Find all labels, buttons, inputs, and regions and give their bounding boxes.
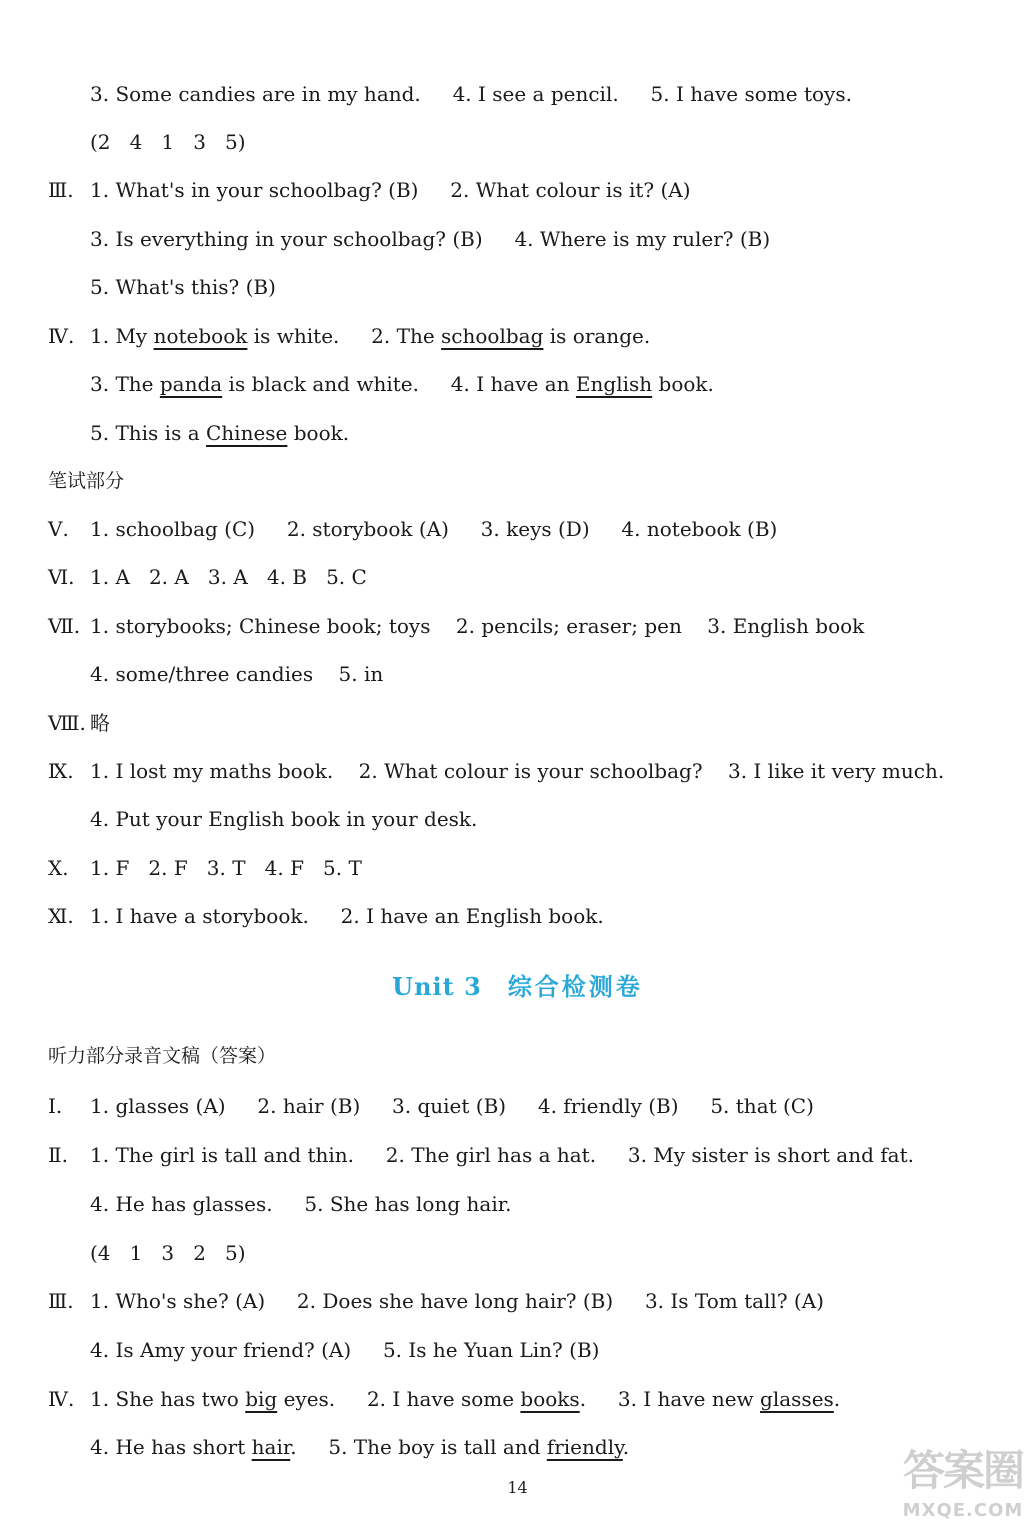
answer-line	[48, 516, 777, 542]
answer-line	[48, 323, 650, 349]
question-number: Ⅱ.	[48, 1143, 68, 1167]
answer-text: (2 4 1 3 5)	[90, 130, 246, 154]
answer-text: is white. 2. The	[247, 324, 442, 348]
underlined-answer: notebook	[153, 324, 248, 348]
answer-text: 1. glasses (A) 2. hair (B) 3. quiet (B) 4. friendly (B) 5. that (C)	[90, 1094, 814, 1118]
unit-heading	[0, 972, 1035, 1002]
answer-line	[90, 226, 770, 252]
underlined-answer: Chinese	[205, 421, 288, 445]
answer-line	[48, 855, 362, 881]
section-label	[48, 1043, 276, 1069]
unit-label: Unit 3	[392, 972, 482, 1001]
answer-text: 1. A 2. A 3. A 4. B 5. C	[90, 565, 367, 589]
answer-line	[48, 1093, 814, 1119]
answer-text: 1. F 2. F 3. T 4. F 5. T	[90, 856, 362, 880]
question-number: Ⅷ.	[48, 711, 86, 735]
answer-text: 1. She has two	[90, 1387, 246, 1411]
answer-line	[48, 1288, 824, 1314]
answer-text: 1. Who's she? (A) 2. Does she have long hair? (B) 3. Is Tom tall? (A)	[90, 1289, 824, 1313]
answer-line	[90, 420, 349, 446]
question-number: Ⅺ.	[48, 904, 74, 928]
answer-text: 3. Is everything in your schoolbag? (B) 4. Where is my ruler? (B)	[90, 227, 771, 251]
unit-title: 综合检测卷	[507, 972, 643, 1001]
question-number: Ⅸ.	[48, 759, 74, 783]
page-number: 14	[507, 1478, 528, 1497]
answer-text: is orange.	[543, 324, 651, 348]
answer-text: book.	[287, 421, 350, 445]
answer-text: 4. He has short	[90, 1435, 252, 1459]
question-number: Ⅶ.	[48, 614, 81, 638]
answer-line	[90, 806, 477, 832]
answer-text: 4. some/three candies 5. in	[90, 662, 384, 686]
answer-text: 1. storybooks; Chinese book; toys 2. pencils; eraser; pen 3. English book	[90, 614, 865, 638]
answer-text: 1. schoolbag (C) 2. storybook (A) 3. keys (D) 4. notebook (B)	[90, 517, 778, 541]
answer-line	[90, 1434, 629, 1460]
answer-text: 5. This is a	[90, 421, 206, 445]
answer-text: 1. I lost my maths book. 2. What colour is your schoolbag? 3. I like it very much.	[90, 759, 945, 783]
answer-text: . 5. The boy is tall and	[290, 1435, 547, 1459]
answer-text: 4. Is Amy your friend? (A) 5. Is he Yuan Lin? (B)	[90, 1338, 600, 1362]
underlined-answer: panda	[159, 372, 223, 396]
watermark-url: MXQE.COM	[902, 1500, 1024, 1521]
answer-text: 3. Some candies are in my hand. 4. I see a pencil. 5. I have some toys.	[90, 82, 852, 106]
answer-line	[48, 903, 604, 929]
answer-line	[90, 1240, 246, 1266]
answer-line	[48, 613, 864, 639]
answer-text: 1. I have a storybook. 2. I have an English book.	[90, 904, 604, 928]
question-number: Ⅵ.	[48, 565, 75, 589]
answer-text: 4. He has glasses. 5. She has long hair.	[90, 1192, 512, 1216]
answer-line	[90, 1191, 511, 1217]
answer-line	[48, 710, 110, 736]
answer-line	[90, 274, 276, 300]
answer-text: 笔试部分	[48, 470, 125, 492]
answer-text: (4 1 3 2 5)	[90, 1241, 246, 1265]
underlined-answer: glasses	[760, 1387, 834, 1411]
answer-text: book.	[652, 372, 714, 396]
answer-line	[90, 1337, 599, 1363]
question-number: Ⅲ.	[48, 178, 74, 202]
answer-line	[48, 758, 944, 784]
question-number: Ⅳ.	[48, 324, 75, 348]
answer-line	[90, 371, 714, 397]
underlined-answer: English	[575, 372, 653, 396]
answer-line	[48, 564, 367, 590]
section-label	[48, 468, 124, 494]
answer-text: .	[833, 1387, 841, 1411]
answer-line	[48, 1386, 840, 1412]
answer-text: 1. What's in your schoolbag? (B) 2. What colour is it? (A)	[90, 178, 691, 202]
answer-text: 听力部分录音文稿（答案）	[48, 1045, 277, 1067]
underlined-answer: big	[245, 1387, 278, 1411]
underlined-answer: books	[520, 1387, 580, 1411]
answer-line	[48, 1142, 914, 1168]
watermark-logo	[897, 1442, 1029, 1532]
answer-text: 1. My	[90, 324, 154, 348]
answer-line	[90, 81, 852, 107]
answer-text: 略	[90, 711, 110, 735]
answer-text: eyes. 2. I have some	[277, 1387, 521, 1411]
question-number: Ⅹ.	[48, 856, 69, 880]
underlined-answer: schoolbag	[441, 324, 544, 348]
answer-line	[90, 661, 383, 687]
question-number: Ⅳ.	[48, 1387, 75, 1411]
answer-text: . 3. I have new	[579, 1387, 761, 1411]
question-number: Ⅴ.	[48, 517, 69, 541]
answer-text: 1. The girl is tall and thin. 2. The girl has a hat. 3. My sister is short and fat.	[90, 1143, 914, 1167]
underlined-answer: friendly	[546, 1435, 623, 1459]
answer-text: .	[622, 1435, 630, 1459]
answer-text: is black and white. 4. I have an	[222, 372, 576, 396]
watermark-text: 答案圈	[902, 1446, 1023, 1495]
answer-text: 3. The	[90, 372, 160, 396]
question-number: Ⅰ.	[48, 1094, 63, 1118]
answer-text: 4. Put your English book in your desk.	[90, 807, 478, 831]
question-number: Ⅲ.	[48, 1289, 74, 1313]
answer-text: 5. What's this? (B)	[90, 275, 276, 299]
answer-line	[90, 129, 246, 155]
answer-line	[48, 177, 691, 203]
underlined-answer: hair	[251, 1435, 291, 1459]
